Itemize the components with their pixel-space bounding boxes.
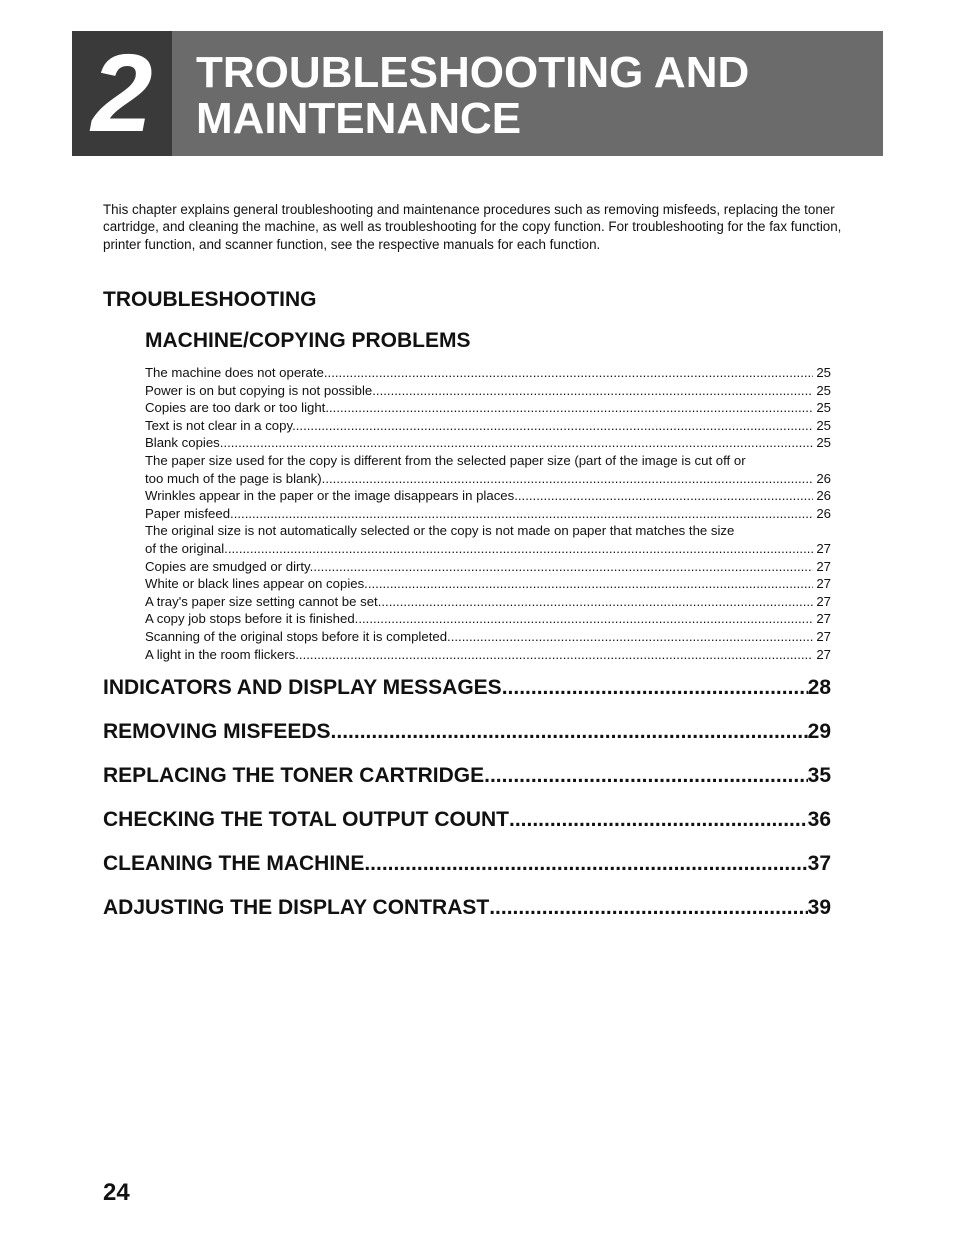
toc-entry-text: The machine does not operate. xyxy=(145,365,328,380)
chapter-title xyxy=(196,50,876,142)
toc-entry-page: 27 xyxy=(816,576,831,592)
toc-entry[interactable] xyxy=(145,610,831,628)
toc-main-entry-page: 37 xyxy=(807,852,831,875)
dot-leader xyxy=(329,399,813,417)
dot-leader xyxy=(228,540,813,558)
toc-entry-page: 25 xyxy=(816,417,831,433)
dot-leader xyxy=(484,764,808,788)
toc-entry-text: Blank copies. xyxy=(145,435,224,451)
toc-main-entry-text: REPLACING THE TONER CARTRIDGE xyxy=(103,764,485,787)
dot-leader xyxy=(299,646,813,664)
toc-entry-page: 27 xyxy=(816,540,831,556)
toc-entry[interactable] xyxy=(145,540,831,558)
toc-main-entry[interactable] xyxy=(103,852,831,896)
dot-leader xyxy=(223,434,813,452)
toc-entry[interactable] xyxy=(145,417,831,435)
toc-entry[interactable] xyxy=(145,434,831,452)
toc-entry-text: A light in the room flickers. xyxy=(145,646,299,662)
dot-leader xyxy=(381,593,813,611)
toc-entry-text: A copy job stops before it is finished. xyxy=(145,611,359,627)
toc-entry-page: 27 xyxy=(816,646,831,662)
toc-entry-text: Scanning of the original stops before it is completed. xyxy=(145,628,451,644)
toc-main-entry-page: 39 xyxy=(807,896,831,919)
toc-entry-text: Power is on but copying is not possible. xyxy=(145,382,376,398)
dot-leader xyxy=(364,852,807,876)
toc-entry-text: too much of the page is blank). xyxy=(145,470,326,486)
toc-entry-page: 25 xyxy=(816,365,831,380)
toc-main-entry-text: CLEANING THE MACHINE xyxy=(103,852,365,875)
dot-leader xyxy=(376,382,813,400)
toc-main-entry[interactable] xyxy=(103,896,831,940)
toc-main-entry-text: INDICATORS AND DISPLAY MESSAGES xyxy=(103,676,502,699)
dot-leader xyxy=(296,417,814,435)
dot-leader xyxy=(489,896,807,920)
toc-entry-text: Copies are too dark or too light. xyxy=(145,400,329,416)
toc-main-entry-text: REMOVING MISFEEDS xyxy=(103,720,331,743)
toc-entry-page: 27 xyxy=(816,593,831,609)
toc-entry-text: of the original. xyxy=(145,540,228,556)
chapter-title-line-1: TROUBLESHOOTING AND xyxy=(196,48,750,97)
toc-main-entry[interactable] xyxy=(103,808,831,852)
dot-leader xyxy=(313,558,813,576)
toc-entry-page: 25 xyxy=(816,382,831,398)
section-subheading: MACHINE/COPYING PROBLEMS xyxy=(145,329,471,352)
toc-entry[interactable] xyxy=(145,399,831,417)
toc-entry-text: White or black lines appear on copies. xyxy=(145,576,368,592)
toc-main-entry[interactable] xyxy=(103,676,831,720)
toc-main-entry-text: CHECKING THE TOTAL OUTPUT COUNT xyxy=(103,808,509,831)
dot-leader xyxy=(328,364,814,382)
toc-entry-page: 25 xyxy=(816,400,831,416)
dot-leader xyxy=(451,628,814,646)
dot-leader xyxy=(234,505,814,523)
toc-entry-first-line: The original size is not automatically selected or the copy is not made on paper that matches the size xyxy=(145,523,735,539)
toc-main-entry[interactable] xyxy=(103,720,831,764)
dot-leader xyxy=(502,676,808,700)
toc-entry-page: 25 xyxy=(816,435,831,451)
toc-entry[interactable] xyxy=(145,470,831,488)
toc-entry[interactable] xyxy=(145,364,831,382)
toc-main-entry-text: ADJUSTING THE DISPLAY CONTRAST xyxy=(103,896,490,919)
toc-entry-page: 26 xyxy=(816,488,831,504)
toc-entry[interactable] xyxy=(145,646,831,664)
intro-paragraph: This chapter explains general troubleshooting and maintenance procedures such as removing misfeeds, replacing the toner cartridge, and cleaning the machine, as well as troubleshooting for the copy function. For troubleshooting for the fax function, printer function, and scanner function, see the respective manuals for each function. xyxy=(103,202,842,252)
toc-entry[interactable] xyxy=(145,575,831,593)
toc-entry[interactable] xyxy=(145,487,831,505)
toc-main-entries xyxy=(103,676,831,940)
toc-entry-page: 27 xyxy=(816,558,831,574)
dot-leader xyxy=(509,808,808,832)
toc-entry-page: 26 xyxy=(816,470,831,486)
toc-entry[interactable] xyxy=(145,505,831,523)
toc-entry[interactable] xyxy=(145,628,831,646)
toc-main-entry-page: 28 xyxy=(807,676,831,699)
toc-entry-page: 27 xyxy=(816,611,831,627)
dot-leader xyxy=(518,487,813,505)
dot-leader xyxy=(325,470,813,488)
toc-entry[interactable] xyxy=(145,382,831,400)
chapter-number: 2 xyxy=(91,32,153,155)
toc-entry[interactable] xyxy=(145,558,831,576)
toc-main-entry-page: 29 xyxy=(807,720,831,743)
dot-leader xyxy=(368,575,813,593)
toc-entry-text: Text is not clear in a copy. xyxy=(145,417,296,433)
toc-main-entry-page: 36 xyxy=(807,808,831,831)
toc-entry-page: 26 xyxy=(816,505,831,521)
dot-leader xyxy=(331,720,808,744)
toc-entry-page: 27 xyxy=(816,628,831,644)
section-heading: TROUBLESHOOTING xyxy=(103,288,317,311)
dot-leader xyxy=(358,610,813,628)
toc-main-entry[interactable] xyxy=(103,764,831,808)
toc-entry-text: A tray's paper size setting cannot be set. xyxy=(145,593,382,609)
toc-entry-text: Copies are smudged or dirty. xyxy=(145,558,314,574)
page-number: 24 xyxy=(103,1179,130,1206)
toc-subentries xyxy=(145,364,831,663)
toc-main-entry-page: 35 xyxy=(807,764,831,787)
toc-entry-text: Wrinkles appear in the paper or the image disappears in places. xyxy=(145,488,518,504)
toc-entry-text: Paper misfeed. xyxy=(145,505,234,521)
chapter-title-line-2: MAINTENANCE xyxy=(196,94,522,143)
toc-entry-first-line: The paper size used for the copy is different from the selected paper size (part of the image is cut off or xyxy=(145,452,746,468)
toc-entry[interactable] xyxy=(145,593,831,611)
